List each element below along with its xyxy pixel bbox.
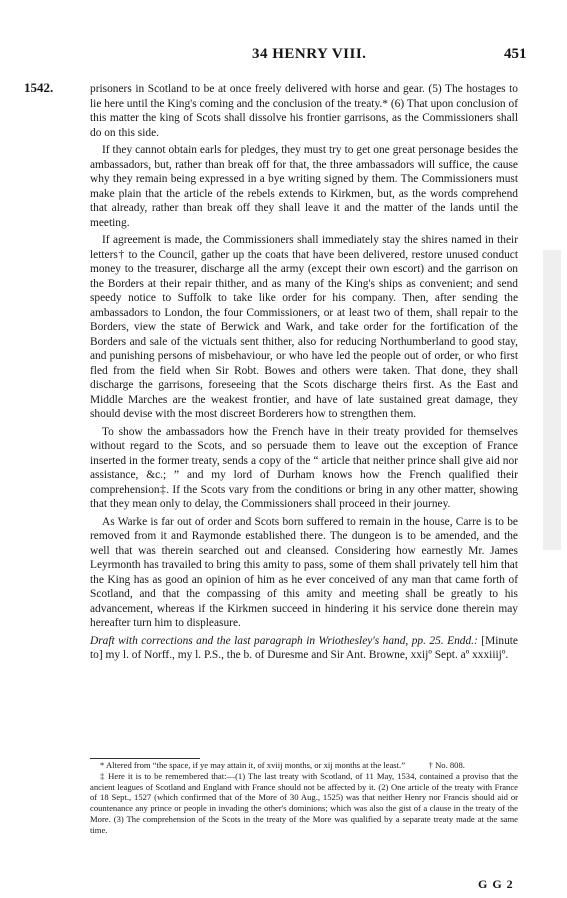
footnote-rule — [90, 758, 200, 759]
paragraph: As Warke is far out of order and Scots born suffered to remain in the house, Carre is to be removed from it and Raymonde established there. The dungeon is to be amended, and the well that was therein searched out and cleansed. Considering how earnestly Mr. James Leyrmonth has travailed to bring this amity to pass, some of them shall privately tell him that the King has as good an opinion of him as he ever conceived of any man that came forth of Scotland, and that the compassing of this amity and meeting shall be greatly to his advancement, whereas if the Kirkmen succeed in hindering it his service done therein may hereafter turn him to displeasure. — [90, 515, 518, 629]
draft-note — [90, 634, 518, 663]
footnote: * Altered from “the space, if ye may attain it, of xviij months, or xij months at the least.” † No. 808. — [100, 760, 465, 770]
body-text — [90, 82, 518, 666]
margin-year: 1542. — [24, 80, 54, 95]
signature-mark: G G 2 — [478, 877, 514, 891]
paragraph: To show the ambassadors how the French have in their treaty provided for themselves without regard to the Scots, and so persuade them to leave out the exception of France inserted in the former treaty, sends a copy of the “ article that neither prince shall give aid nor assistance, &c.; ” and my lord of Durham knows how the French qualified their comprehension‡. If the Scots vary from the conditions or bring in any other matter, showing that they mean only to delay, the Commissioners shall proceed in their journey. — [90, 425, 518, 510]
draft-note-italic: Draft with corrections and the last paragraph in Wriothesley's hand, pp. 25. Endd.: — [90, 634, 478, 647]
paragraph: prisoners in Scotland to be at once freely delivered with horse and gear. (5) The hostages to lie here until the King's coming and the conclusion of the treaty.* (6) That upon conclusion of this matter the king of Scots shall dissolve his frontier garrisons, as the Commissioners shall do on this side. — [90, 83, 518, 139]
footnote: ‡ Here it is to be remembered that:—(1) The last treaty with Scotland, of 11 May, 1534, contained a proviso that the ancient leagues of Scotland and England with France should not be affected by it. (2) One article of the treaty with France of 18 Sept., 1527 (which confirmed that of the More of 30 Aug., 1525) was that neither Henry nor Francis should aid or countenance any prince or people in invading the other's dominions; which was also the gist of a clause in the treaty of the More. (3) The comprehension of the Scots in the treaty of the More was qualified by a separate treaty made at the same time. — [90, 770, 518, 835]
running-head — [0, 40, 567, 66]
paragraph: If they cannot obtain earls for pledges, they must try to get one great personage besides the ambassadors, but, rather than break off for that, the three ambassadors will suffice, the cause why they remain being expressed in a bye writing signed by them. The Commissioners must make plain that the article of the rebels extends to Kirkmen, but, as the words comprehend that already, rather than break off they shall leave it and the matter of the lands until the meeting. — [90, 144, 518, 229]
draft-note-endorsement: [Minute to] my l. of Norff., my l. P.S., the b. of Duresme and Sir Ant. Browne, xxijº Sept. aº xxxiiijº. — [90, 634, 518, 661]
paragraph: If agreement is made, the Commissioners shall immediately stay the shires named in their letters† to the Council, gather up the coats that have been delivered, restore unused conduct money to the treasurer, discharge all the army (except their own escort) and the garrison on the Borders at their repair thither, and as many of the King's ships as convenient; and send speedy notice to Suffolk to take like order for his company. Then, after sending the ambassadors to London, the four Commissioners, or at least two of them, shall repair to the Borders, view the state of Berwick and Wark, and take order for the fortification of the Borders and sale of the victuals sent thither, also for reducing Northumberland to good stay, and punishing persons of misbehaviour, or who have led the people out of order, or who first fled from the field when Sir Robt. Bowes and others were taken. That done, they shall discharge the garrisons, foreseeing that the Scots discharge theirs first. As the East and Middle Marches are the weakest frontier, and have of late sustained great damage, they should devise with the most discreet Borderers how to strengthen them. — [90, 234, 518, 420]
footnotes — [90, 760, 518, 836]
running-head-title: 34 HENRY VIII. — [252, 46, 367, 62]
page-number: 451 — [504, 46, 527, 62]
